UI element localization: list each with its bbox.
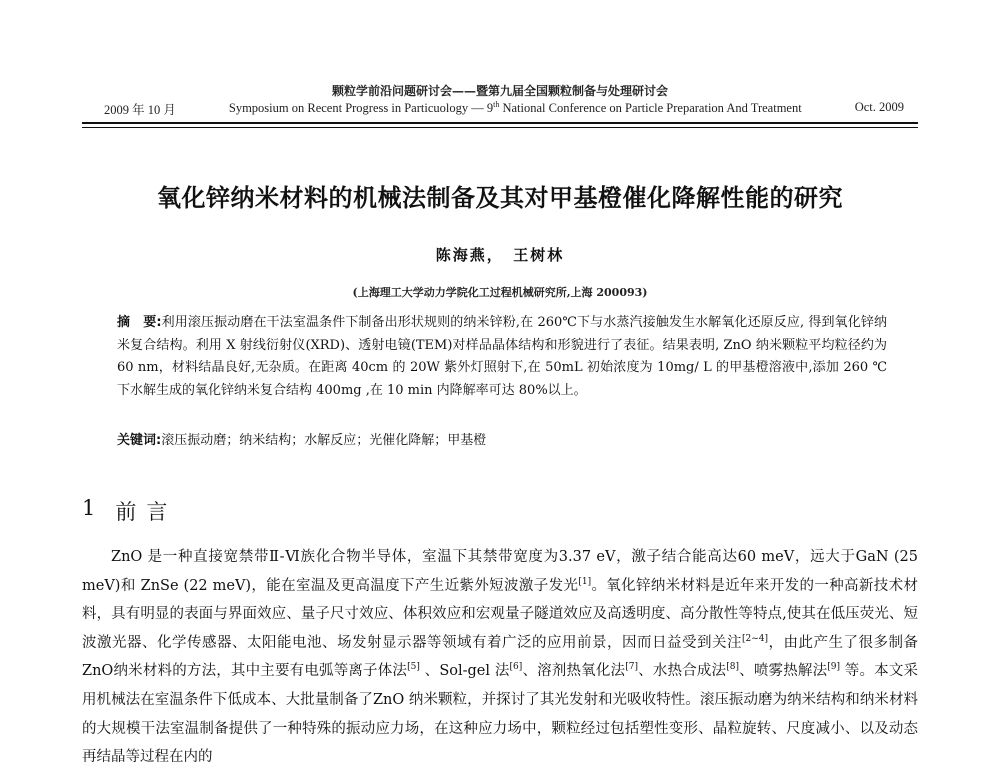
authors: 陈海燕， 王树林 <box>435 246 565 264</box>
keywords <box>117 430 887 452</box>
citation: [8] <box>726 662 739 673</box>
section-title: 前言 <box>115 500 178 524</box>
citation: [9] <box>827 662 840 673</box>
running-header-en <box>104 100 904 118</box>
citation: [2~4] <box>741 633 768 644</box>
header-date-en: Oct. 2009 <box>854 100 904 114</box>
running-header-cn: 颗粒学前沿问题研讨会——暨第九届全国颗粒制备与处理研讨会 <box>331 84 668 98</box>
affiliation: (上海理工大学动力学院化工过程机械研究所,上海 200093) <box>352 286 648 299</box>
header-rule-thick <box>82 122 918 124</box>
paragraph: ZnO 是一种直接宽禁带Ⅱ-Ⅵ族化合物半导体，室温下其禁带宽度为3.37 eV，激子结合能高达60 meV，远大于GaN (25 meV)和 ZnSe (22 meV)，能在室温及更高温度下产生近紫外短波激子发光[1]。氧化锌纳米材料是近年来开发的一种高新技术材料，具有明显的表面与界面效应、量子尺寸效应、体积效应和宏观量子隧道效应及高透明度、高分散性等特点,使其在低压荧光、短波激光器、化学传感器、太阳能电池、场发射显示器等领域有着广泛的应用前景，因而日益受到关注[2~4]，由此产生了很多制备ZnO纳米材料的方法，其中主要有电弧等离子体法[5] 、Sol-gel 法[6]、溶剂热氧化法[7]、水热合成法[8]、喷雾热解法[9] 等。本文采用机械法在室温条件下低成本、大批量制备了ZnO 纳米颗粒，并探讨了其光发射和光吸收特性。滚压振动磨为纳米结构和纳米材料的大规模干法室温制备提供了一种特殊的振动应力场，在这种应力场中，颗粒经过包括塑性变形、晶粒旋转、尺度减小、以及动态再结晶等过程在内的 <box>82 549 919 766</box>
section-heading <box>82 496 177 526</box>
keywords-text: 滚压振动磨；纳米结构；水解反应；光催化降解；甲基橙 <box>161 433 487 448</box>
abstract <box>117 312 887 402</box>
paper-title: 氧化锌纳米材料的机械法制备及其对甲基橙催化降解性能的研究 <box>157 184 843 212</box>
citation: [6] <box>509 662 523 673</box>
body-text <box>82 543 918 772</box>
keywords-label: 关键词: <box>117 433 162 448</box>
header-conference-en: Symposium on Recent Progress in Particuology — 9th National Conference on Particle Preparation And Treatment <box>228 100 802 116</box>
abstract-label: 摘 要: <box>117 315 162 330</box>
abstract-text: 利用滚压振动磨在干法室温条件下制备出形状规则的纳米锌粉,在 260℃下与水蒸汽接触发生水解氧化还原反应, 得到氧化锌纳米复合结构。利用 X 射线衍射仪(XRD)、透射电镜(TEM)对样品晶体结构和形貌进行了表征。结果表明, ZnO 纳米颗粒平均粒径约为 60 nm，材料结晶良好,无杂质。在距离 40cm 的 20W 紫外灯照射下,在 50mL 初始浓度为 10mg/ L 的甲基橙溶液中,添加 260 ℃下水解生成的氧化锌纳米复合结构 400mg ,在 10 min 内降解率可达 80%以上。 <box>117 315 888 398</box>
header-rule-thin <box>82 127 918 128</box>
citation: [5] <box>407 662 420 673</box>
citation: [1] <box>578 576 592 587</box>
section-number: 1 <box>82 496 96 520</box>
citation: [7] <box>625 662 638 673</box>
header-date-cn: 2009 年 10 月 <box>104 103 176 117</box>
